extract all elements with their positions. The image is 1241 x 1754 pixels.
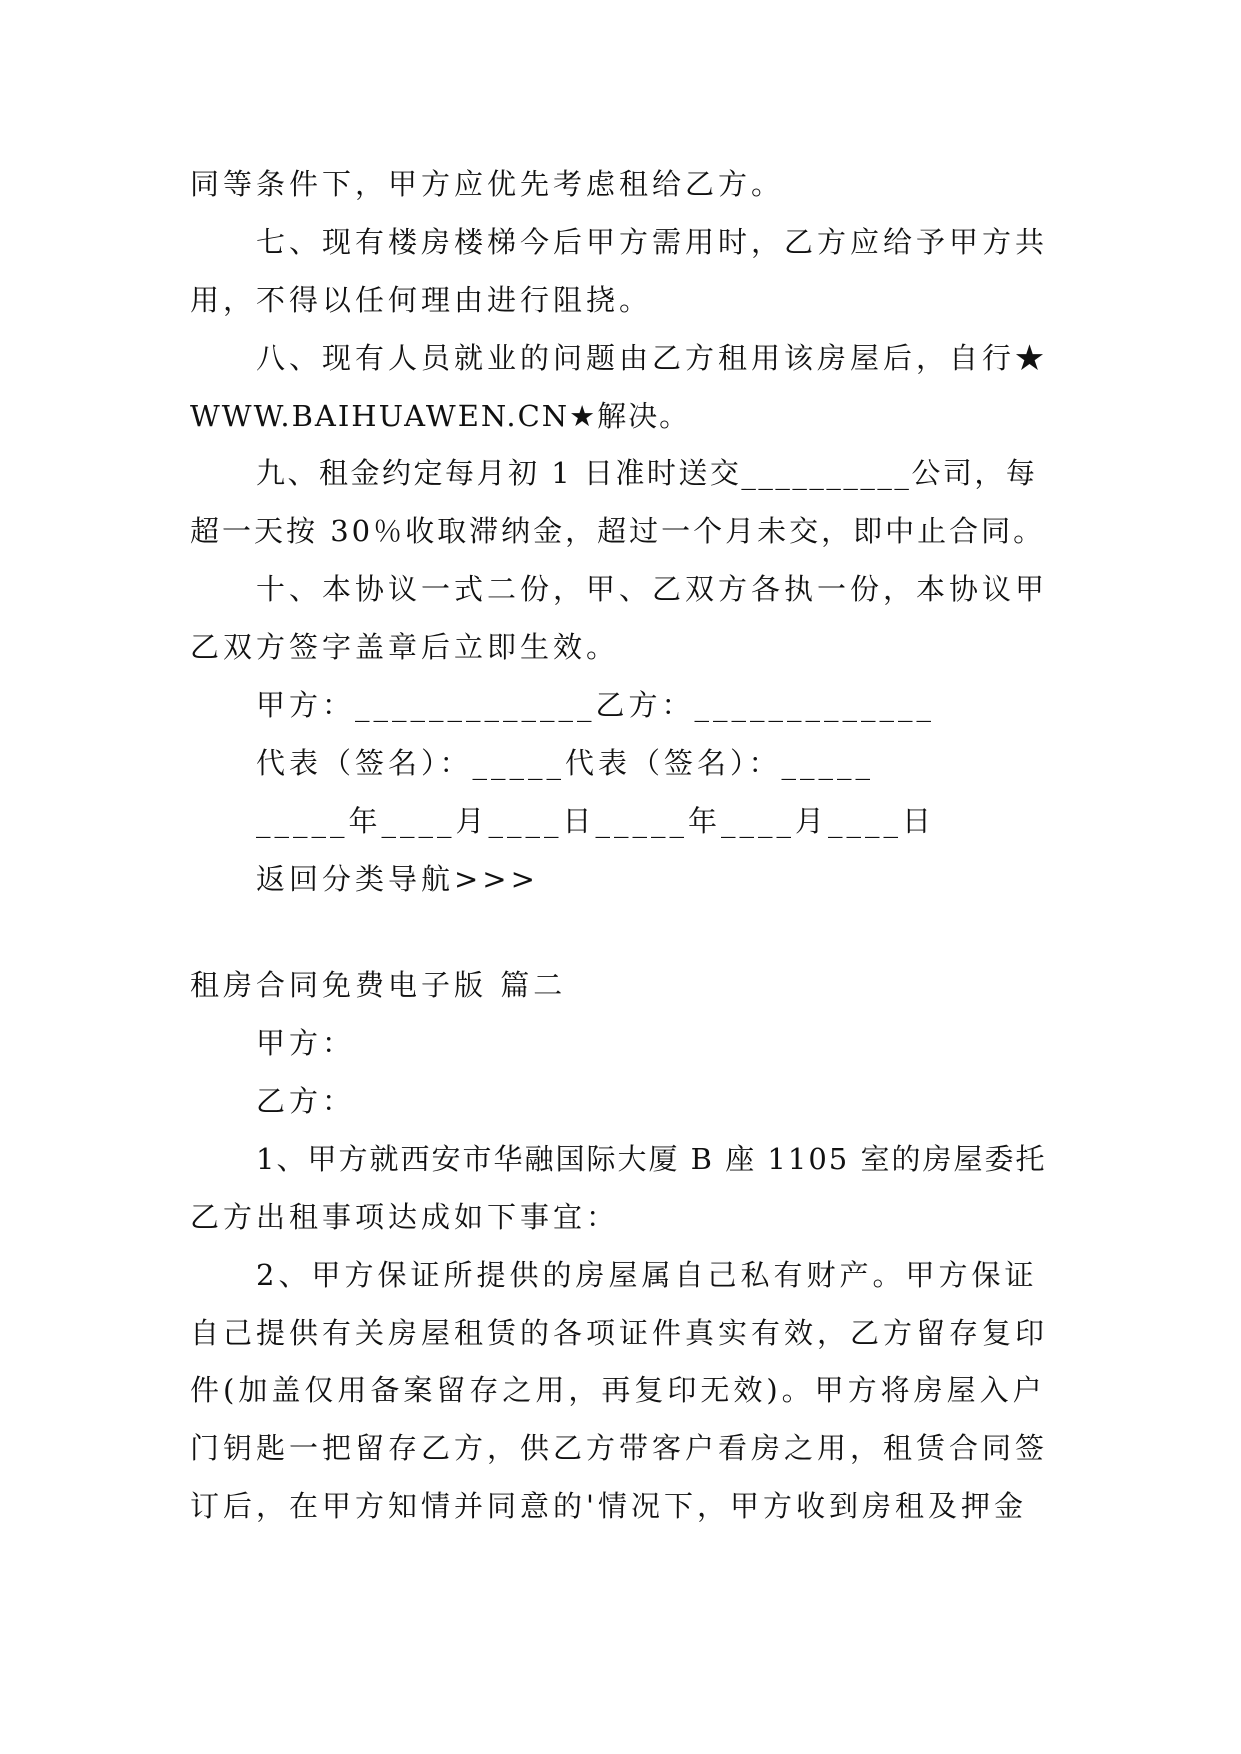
- item-two-line: 2、甲方保证所提供的房屋属自己私有财产。甲方保证: [256, 1258, 1038, 1292]
- paragraph-line: 订后，在甲方知情并同意的'情况下，甲方收到房租及押金: [190, 1489, 1027, 1523]
- clause-eight-line: 八、现有人员就业的问题由乙方租用该房屋后，自行★: [256, 341, 1049, 375]
- signature-parties-line: 甲方：_____________乙方：_____________: [256, 688, 936, 722]
- paragraph-line: 乙方出租事项达成如下事宜：: [190, 1200, 620, 1234]
- signature-date-line: _____年____月____日_____年____月____日: [256, 804, 936, 838]
- paragraph-line: 门钥匙一把留存乙方，供乙方带客户看房之用，租赁合同签: [190, 1431, 1049, 1465]
- watermark-url-line: WWW.BAIHUAWEN.CN★解决。: [190, 399, 691, 433]
- paragraph-line: 乙双方签字盖章后立即生效。: [190, 630, 620, 664]
- paragraph-line: 自己提供有关房屋租赁的各项证件真实有效，乙方留存复印: [190, 1316, 1049, 1350]
- item-one-line: 1、甲方就西安市华融国际大厦 B 座 1105 室的房屋委托: [256, 1142, 1047, 1176]
- party-b-label: 乙方：: [256, 1084, 356, 1118]
- signature-representatives-line: 代表（签名）：_____代表（签名）：_____: [256, 746, 875, 780]
- clause-seven-line: 七、现有楼房楼梯今后甲方需用时，乙方应给予甲方共: [256, 225, 1049, 259]
- clause-ten-line: 十、本协议一式二份，甲、乙双方各执一份，本协议甲: [256, 572, 1049, 606]
- party-a-label: 甲方：: [256, 1026, 356, 1060]
- back-to-category-link[interactable]: 返回分类导航>>>: [256, 862, 539, 896]
- paragraph-line: 同等条件下，甲方应优先考虑租给乙方。: [190, 167, 785, 201]
- section-title: 租房合同免费电子版 篇二: [190, 968, 567, 1002]
- paragraph-line: 件(加盖仅用备案留存之用，再复印无效)。甲方将房屋入户: [190, 1373, 1046, 1407]
- paragraph-line: 超一天按 30％收取滞纳金，超过一个月未交，即中止合同。: [190, 514, 1046, 548]
- clause-nine-line: 九、租金约定每月初 1 日准时送交__________公司，每: [256, 456, 1038, 490]
- paragraph-line: 用，不得以任何理由进行阻挠。: [190, 283, 653, 317]
